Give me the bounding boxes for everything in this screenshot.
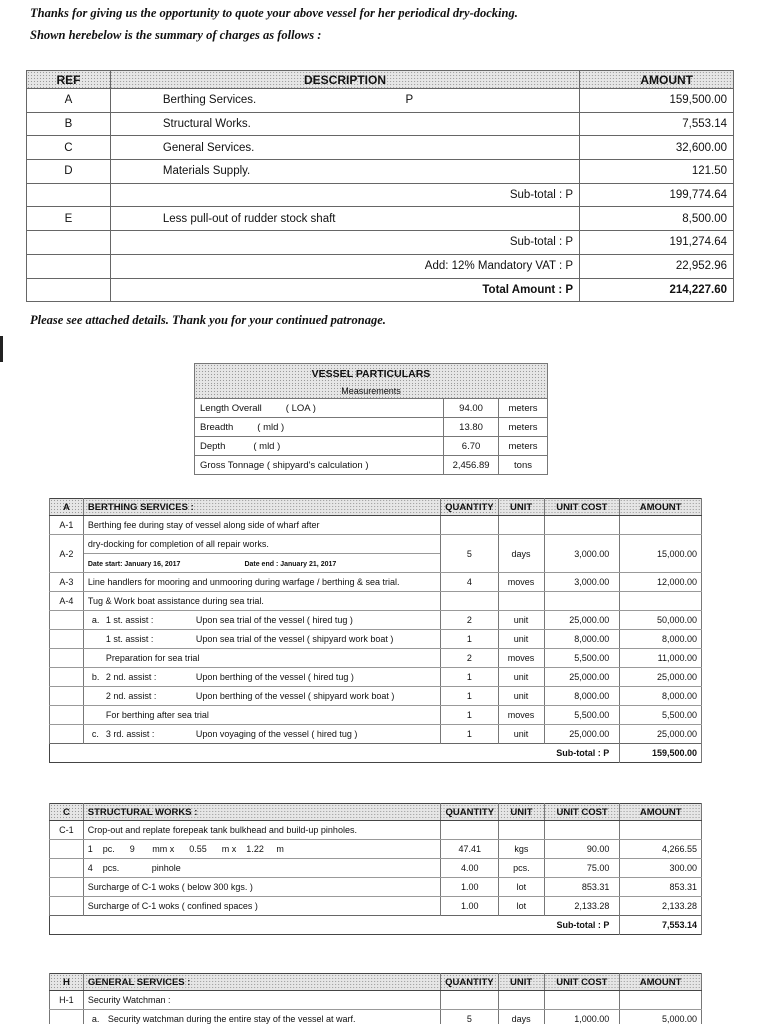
subtotal-label: Sub-total : P xyxy=(110,231,579,255)
table-row xyxy=(50,706,702,725)
item-unit-cost: 25,000.00 xyxy=(544,668,620,687)
item-amount: 853.31 xyxy=(620,878,702,897)
item-desc: Surcharge of C-1 woks ( confined spaces ) xyxy=(83,897,441,916)
item-desc-cell xyxy=(83,706,440,725)
vessel-label: Depth xyxy=(200,440,226,452)
item-unit: lot xyxy=(499,878,545,897)
item-assist: 1 st. assist : xyxy=(105,634,154,644)
summary-currency: P xyxy=(405,94,414,107)
item-letter: a. xyxy=(91,615,100,625)
vessel-title: VESSEL PARTICULARS xyxy=(195,364,548,384)
summary-desc xyxy=(110,89,579,113)
item-desc: dry-docking for completion of all repair works. xyxy=(84,535,440,554)
item-unit: lot xyxy=(499,897,545,916)
item-unit-cost: 90.00 xyxy=(544,840,620,859)
item-amount: 50,000.00 xyxy=(620,611,702,630)
item-qty: 47.41 xyxy=(441,840,499,859)
vessel-row xyxy=(195,418,548,437)
item-assist: 3 rd. assist : xyxy=(105,729,155,739)
item-desc: Surcharge of C-1 woks ( below 300 kgs. ) xyxy=(83,878,441,897)
item-desc: Crop-out and replate forepeak tank bulkhead and build-up pinholes. xyxy=(83,821,441,840)
vat-label: Add: 12% Mandatory VAT : P xyxy=(110,254,579,278)
item-unit-cost: 75.00 xyxy=(544,859,620,878)
item-amount: 8,000.00 xyxy=(620,687,702,706)
item-qty: 1 xyxy=(441,706,499,725)
summary-ref: C xyxy=(27,136,111,160)
item-unit-cost: 1,000.00 xyxy=(544,1010,620,1024)
table-row xyxy=(50,592,702,611)
quantity-header: QUANTITY xyxy=(441,499,499,516)
subtotal-amount: 7,553.14 xyxy=(620,916,702,935)
item-letter: b. xyxy=(91,672,100,682)
item-qty: 2 xyxy=(441,611,499,630)
vessel-subtitle: Measurements xyxy=(195,384,548,399)
item-desc: Security watchman during the entire stay of the vessel at warf. xyxy=(107,1014,356,1024)
item-ref: A-2 xyxy=(50,535,84,573)
table-row xyxy=(50,573,702,592)
table-row xyxy=(50,516,702,535)
empty-cell xyxy=(27,278,111,302)
item-desc-cell xyxy=(83,1010,440,1024)
vessel-row xyxy=(195,456,548,475)
unit-header: UNIT xyxy=(499,804,545,821)
item-desc: Upon sea trial of the vessel ( hired tug ) xyxy=(195,615,353,625)
item-desc-cell xyxy=(83,687,440,706)
vessel-note: ( mld ) xyxy=(257,421,285,433)
section-title: BERTHING SERVICES : xyxy=(83,499,440,516)
item-unit: days xyxy=(498,535,544,573)
unit-cost-header: UNIT COST xyxy=(544,974,620,991)
table-row xyxy=(50,725,702,744)
vessel-row xyxy=(195,437,548,456)
section-ref: A xyxy=(50,499,84,516)
item-amount: 25,000.00 xyxy=(620,668,702,687)
summary-row xyxy=(27,160,734,184)
less-ref: E xyxy=(27,207,111,231)
item-desc-cell xyxy=(83,535,440,573)
item-desc-cell xyxy=(83,611,440,630)
subtotal-row xyxy=(27,183,734,207)
vessel-value: 94.00 xyxy=(444,399,499,418)
item-desc: 4 pcs. pinhole xyxy=(83,859,441,878)
item-unit: moves xyxy=(498,649,544,668)
date-end: Date end : January 21, 2017 xyxy=(244,561,337,568)
item-unit-cost: 5,500.00 xyxy=(544,649,620,668)
item-letter: c. xyxy=(91,729,99,739)
summary-row xyxy=(27,112,734,136)
subtotal-label: Sub-total : P xyxy=(50,744,620,763)
item-unit: kgs xyxy=(499,840,545,859)
vessel-note: ( mld ) xyxy=(253,440,281,452)
table-row xyxy=(50,687,702,706)
item-letter: a. xyxy=(91,1014,100,1024)
item-desc: Tug & Work boat assistance during sea trial. xyxy=(83,592,440,611)
table-row xyxy=(50,991,702,1010)
less-desc: Less pull-out of rudder stock shaft xyxy=(110,207,579,231)
unit-cost-header: UNIT COST xyxy=(544,804,620,821)
amount-header: AMOUNT xyxy=(620,974,702,991)
subtotal-amount: 199,774.64 xyxy=(580,183,734,207)
item-unit: days xyxy=(498,1010,544,1024)
item-amount: 15,000.00 xyxy=(620,535,702,573)
item-assist: 2 nd. assist : xyxy=(105,691,157,701)
total-row xyxy=(27,278,734,302)
item-unit-cost: 5,500.00 xyxy=(544,706,620,725)
summary-row xyxy=(27,89,734,113)
intro-line-1: Thanks for giving us the opportunity to quote your above vessel for her periodical dry-docking. xyxy=(30,6,518,20)
summary-desc: Materials Supply. xyxy=(110,160,579,184)
summary-desc: Structural Works. xyxy=(110,112,579,136)
unit-cost-header: UNIT COST xyxy=(544,499,620,516)
item-unit: pcs. xyxy=(499,859,545,878)
item-qty: 1 xyxy=(441,630,499,649)
summary-table xyxy=(26,70,734,302)
item-unit-cost: 2,133.28 xyxy=(544,897,620,916)
vessel-label-cell xyxy=(195,399,444,418)
section-title: GENERAL SERVICES : xyxy=(83,974,440,991)
item-desc-cell xyxy=(83,668,440,687)
item-ref: C-1 xyxy=(50,821,84,840)
summary-amount: 159,500.00 xyxy=(580,89,734,113)
vessel-label-cell xyxy=(195,437,444,456)
section-ref: H xyxy=(50,974,84,991)
quantity-header: QUANTITY xyxy=(441,804,499,821)
table-row xyxy=(50,897,702,916)
table-row xyxy=(50,535,702,573)
item-desc: Upon voyaging of the vessel ( hired tug ) xyxy=(195,729,358,739)
less-row xyxy=(27,207,734,231)
table-row xyxy=(50,840,702,859)
date-start: Date start: January 16, 2017 xyxy=(87,561,181,568)
item-desc-cell xyxy=(83,725,440,744)
item-unit-cost: 3,000.00 xyxy=(544,535,620,573)
general-header-row xyxy=(50,974,702,991)
item-amount: 8,000.00 xyxy=(620,630,702,649)
subtotal-label: Sub-total : P xyxy=(110,183,579,207)
item-assist: Preparation for sea trial xyxy=(105,653,200,663)
table-row xyxy=(50,630,702,649)
summary-row xyxy=(27,136,734,160)
vat-row xyxy=(27,254,734,278)
item-unit-cost: 3,000.00 xyxy=(544,573,620,592)
item-qty: 2 xyxy=(441,649,499,668)
item-unit-cost: 8,000.00 xyxy=(544,687,620,706)
vessel-unit: meters xyxy=(499,418,548,437)
item-unit: unit xyxy=(498,611,544,630)
quantity-header: QUANTITY xyxy=(441,974,499,991)
item-assist: 1 st. assist : xyxy=(105,615,154,625)
table-row xyxy=(50,649,702,668)
date-range xyxy=(84,554,440,572)
vessel-label: Gross Tonnage ( shipyard's calculation ) xyxy=(195,456,444,475)
item-unit: moves xyxy=(498,573,544,592)
item-unit: unit xyxy=(498,725,544,744)
item-unit-cost: 25,000.00 xyxy=(544,611,620,630)
item-qty: 1 xyxy=(441,668,499,687)
amount-header: AMOUNT xyxy=(580,71,734,89)
item-unit-cost: 8,000.00 xyxy=(544,630,620,649)
vessel-value: 2,456.89 xyxy=(444,456,499,475)
subtotal-row xyxy=(50,916,702,935)
page-edge-mark xyxy=(0,336,3,362)
berthing-services-table xyxy=(49,498,702,763)
summary-amount: 7,553.14 xyxy=(580,112,734,136)
table-row xyxy=(50,611,702,630)
item-qty: 5 xyxy=(441,535,499,573)
vessel-label: Length Overall xyxy=(200,402,262,414)
item-amount: 5,000.00 xyxy=(620,1010,702,1024)
item-qty: 1.00 xyxy=(441,897,499,916)
item-qty: 1 xyxy=(441,687,499,706)
item-amount: 4,266.55 xyxy=(620,840,702,859)
ref-header: REF xyxy=(27,71,111,89)
item-assist: 2 nd. assist : xyxy=(105,672,157,682)
vessel-value: 6.70 xyxy=(444,437,499,456)
vessel-note: ( LOA ) xyxy=(285,402,316,414)
empty-cell xyxy=(27,231,111,255)
total-amount: 214,227.60 xyxy=(580,278,734,302)
less-amount: 8,500.00 xyxy=(580,207,734,231)
item-desc-cell xyxy=(83,649,440,668)
vessel-label: Breadth xyxy=(200,421,234,433)
amount-header: AMOUNT xyxy=(620,499,702,516)
item-assist: For berthing after sea trial xyxy=(105,710,209,720)
structural-header-row xyxy=(50,804,702,821)
table-row xyxy=(50,878,702,897)
item-qty: 4.00 xyxy=(441,859,499,878)
item-ref: H-1 xyxy=(50,991,84,1010)
subtotal-row xyxy=(27,231,734,255)
item-desc: Line handlers for mooring and unmooring during warfage / berthing & sea trial. xyxy=(83,573,440,592)
item-ref: A-4 xyxy=(50,592,84,611)
subtotal-amount: 191,274.64 xyxy=(580,231,734,255)
summary-ref: A xyxy=(27,89,111,113)
item-qty: 4 xyxy=(441,573,499,592)
item-ref: A-3 xyxy=(50,573,84,592)
berthing-header-row xyxy=(50,499,702,516)
item-qty: 1 xyxy=(441,725,499,744)
summary-ref: B xyxy=(27,112,111,136)
vessel-particulars-table xyxy=(194,363,548,475)
item-unit-cost: 25,000.00 xyxy=(544,725,620,744)
item-amount: 12,000.00 xyxy=(620,573,702,592)
table-row xyxy=(50,1010,702,1024)
total-label: Total Amount : P xyxy=(110,278,579,302)
vessel-unit: meters xyxy=(499,437,548,456)
item-desc: Berthing fee during stay of vessel along side of wharf after xyxy=(83,516,440,535)
vessel-unit: tons xyxy=(499,456,548,475)
item-amount: 5,500.00 xyxy=(620,706,702,725)
general-services-table xyxy=(49,973,702,1024)
item-qty: 1.00 xyxy=(441,878,499,897)
item-amount: 300.00 xyxy=(620,859,702,878)
structural-works-table xyxy=(49,803,702,935)
item-unit: unit xyxy=(498,668,544,687)
vessel-unit: meters xyxy=(499,399,548,418)
subtotal-row xyxy=(50,744,702,763)
unit-header: UNIT xyxy=(498,974,544,991)
item-unit: moves xyxy=(498,706,544,725)
item-amount: 25,000.00 xyxy=(620,725,702,744)
item-desc: Upon sea trial of the vessel ( shipyard work boat ) xyxy=(195,634,394,644)
summary-header-row xyxy=(27,71,734,89)
unit-header: UNIT xyxy=(498,499,544,516)
amount-header: AMOUNT xyxy=(620,804,702,821)
table-row xyxy=(50,859,702,878)
closing-note: Please see attached details. Thank you for your continued patronage. xyxy=(30,313,386,327)
summary-amount: 121.50 xyxy=(580,160,734,184)
summary-desc: General Services. xyxy=(110,136,579,160)
item-ref: A-1 xyxy=(50,516,84,535)
table-row xyxy=(50,668,702,687)
vessel-row xyxy=(195,399,548,418)
item-amount: 2,133.28 xyxy=(620,897,702,916)
intro-line-2: Shown herebelow is the summary of charges as follows : xyxy=(30,28,322,42)
description-header: DESCRIPTION xyxy=(110,71,579,89)
summary-ref: D xyxy=(27,160,111,184)
subtotal-amount: 159,500.00 xyxy=(620,744,702,763)
table-row xyxy=(50,821,702,840)
section-ref: C xyxy=(50,804,84,821)
item-unit-cost: 853.31 xyxy=(544,878,620,897)
item-unit: unit xyxy=(498,687,544,706)
item-desc-cell xyxy=(83,630,440,649)
item-desc: 1 pc. 9 mm x 0.55 m x 1.22 m xyxy=(83,840,441,859)
item-desc: Security Watchman : xyxy=(83,991,440,1010)
summary-desc-text: Berthing Services. xyxy=(162,94,257,107)
section-title: STRUCTURAL WORKS : xyxy=(83,804,441,821)
item-unit: unit xyxy=(498,630,544,649)
summary-amount: 32,600.00 xyxy=(580,136,734,160)
item-amount: 11,000.00 xyxy=(620,649,702,668)
empty-cell xyxy=(27,254,111,278)
vat-amount: 22,952.96 xyxy=(580,254,734,278)
vessel-label-cell xyxy=(195,418,444,437)
subtotal-label: Sub-total : P xyxy=(50,916,620,935)
item-desc: Upon berthing of the vessel ( hired tug ) xyxy=(195,672,354,682)
vessel-value: 13.80 xyxy=(444,418,499,437)
empty-cell xyxy=(27,183,111,207)
item-desc: Upon berthing of the vessel ( shipyard work boat ) xyxy=(195,691,395,701)
item-qty: 5 xyxy=(441,1010,499,1024)
